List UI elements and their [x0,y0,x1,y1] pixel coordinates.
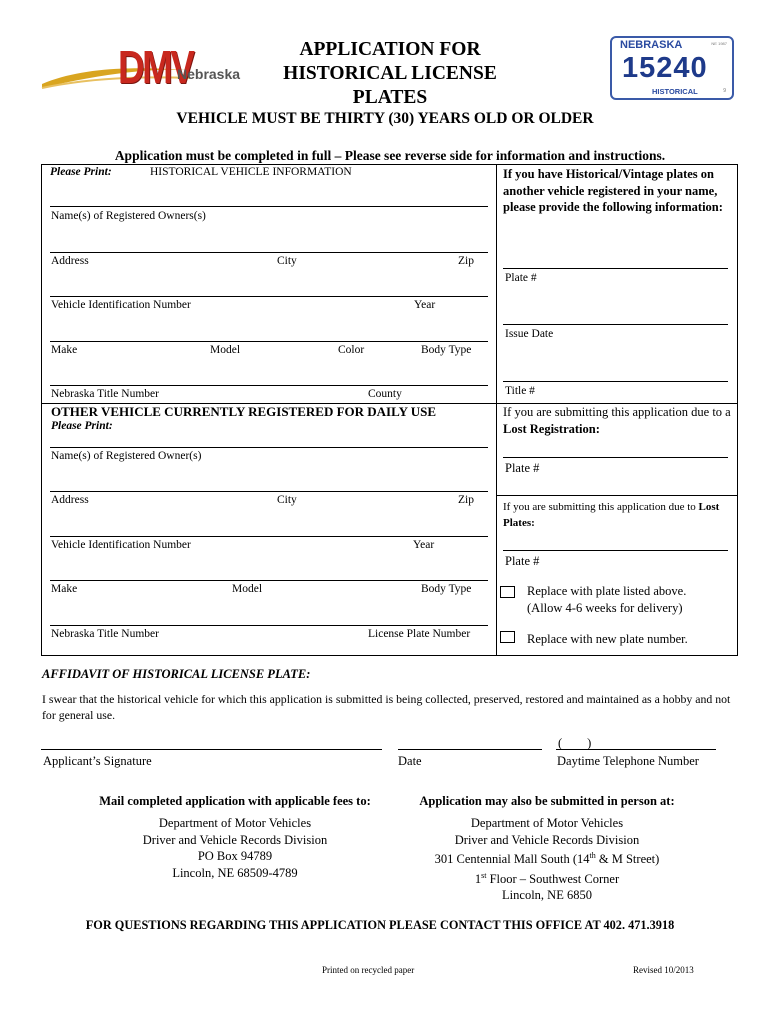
dmv-logo [40,38,265,100]
dmv-logo-state: Nebraska [177,66,241,82]
title-line-1: APPLICATION FOR [299,39,481,60]
dmv-logo-text: DMV [118,41,193,93]
owners-input-line[interactable] [50,206,488,207]
other-vin-label: Vehicle Identification Number [51,539,191,551]
plate-tiny-top: NE 1987 [711,41,727,46]
replace-listed-line-2: (Allow 4-6 weeks for delivery) [527,600,683,615]
person-line-4a: 1 [474,871,482,886]
color-label: Color [338,344,365,356]
issue-date-input-line[interactable] [503,324,728,325]
age-notice: VEHICLE MUST BE THIRTY (30) YEARS OLD OR OLDER [176,110,594,127]
lost-plates-text [503,500,733,531]
replace-new-label: Replace with new plate number. [527,632,688,646]
person-line-4 [386,868,708,888]
person-line-3 [386,848,708,868]
lost-plates-plate-label: Plate # [505,554,540,568]
other-owners-label: Name(s) of Registered Owner(s) [51,450,202,462]
lost-plates-plate-input-line[interactable] [503,550,728,551]
please-print-label: Please Print: [50,166,112,178]
title-num-input-line[interactable] [503,381,728,382]
mail-line-1: Department of Motor Vehicles [158,816,312,830]
other-vin-input-line[interactable] [50,536,488,537]
make-label: Make [51,344,78,356]
lost-registration-prefix: If you are submitting this application due to a [503,405,731,419]
other-title-input-line[interactable] [50,625,488,626]
phone-line[interactable] [556,749,716,750]
mail-address-block [38,794,432,881]
address-label: Address [51,255,89,267]
zip-label: Zip [458,255,474,267]
title-num-label: Title # [505,385,535,397]
vintage-plates-instructions: If you have Historical/Vintage plates on another vehicle registered in your name, please provide the following information: [503,167,723,214]
person-line-4b: Floor – Southwest Corner [486,871,620,886]
right-divider-2 [496,495,738,496]
issue-date-label: Issue Date [505,328,554,340]
other-make-input-line[interactable] [50,580,488,581]
phone-label: Daytime Telephone Number [557,754,699,768]
person-line-1: Department of Motor Vehicles [470,816,624,830]
other-make-label: Make [51,583,78,595]
lost-reg-plate-input-line[interactable] [503,457,728,458]
applicant-signature-label: Applicant’s Signature [43,754,152,768]
page-title [255,38,525,110]
replace-listed-line-1: Replace with plate listed above. [527,584,687,598]
date-line[interactable] [398,749,542,750]
county-label: County [368,388,402,400]
person-line-3a: 301 Centennial Mall South (14 [434,852,590,867]
plate-number: 15240 [622,52,708,84]
other-section-title: OTHER VEHICLE CURRENTLY REGISTERED FOR DAILY USE [51,404,437,419]
person-line-5: Lincoln, NE 6850 [502,888,592,903]
vin-label: Vehicle Identification Number [51,299,191,311]
person-line-2: Driver and Vehicle Records Division [454,832,640,847]
person-line-4-sup: st [481,870,487,880]
address-input-line[interactable] [50,252,488,253]
title-number-label: Nebraska Title Number [51,388,159,400]
lost-plates-bold: Lost Plates: [503,501,720,529]
title-line-2: HISTORICAL LICENSE PLATES [283,63,497,108]
plate-state: NEBRASKA [620,39,683,51]
title-input-line[interactable] [50,385,488,386]
person-heading: Application may also be submitted in person at: [419,794,675,808]
other-title-number-label: Nebraska Title Number [51,628,159,640]
city-label: City [277,255,297,267]
date-label: Date [398,754,422,768]
revision-date: Revised 10/2013 [633,965,694,975]
replace-listed-label [527,583,686,616]
make-input-line[interactable] [50,341,488,342]
mail-line-4: Lincoln, NE 68509-4789 [172,865,298,880]
recycled-paper-note: Printed on recycled paper [322,965,415,975]
mail-heading: Mail completed application with applicable fees to: [99,794,371,808]
plate-tiny-bottom: 9 [723,88,726,94]
lost-registration-text [503,404,733,437]
license-plate-image [610,36,734,100]
year-label: Year [414,299,436,311]
mail-line-3: PO Box 94789 [197,849,273,863]
phone-area-code: ( ) [558,736,592,750]
in-person-address-block [386,794,708,904]
affidavit-text: I swear that the historical vehicle for which this application is submitted is being collected, preserved, restored and maintained as a hobby and not for general use. [42,692,731,722]
applicant-signature-line[interactable] [41,749,382,750]
body-type-label: Body Type [421,344,472,356]
column-divider [496,164,497,656]
mail-line-2: Driver and Vehicle Records Division [142,832,328,847]
lost-reg-plate-label: Plate # [505,461,540,475]
other-body-type-label: Body Type [421,583,472,595]
other-model-label: Model [232,583,263,595]
other-owners-input-line[interactable] [50,447,488,448]
other-plate-number-label: License Plate Number [368,628,471,640]
other-city-label: City [277,494,297,506]
vintage-plate-input-line[interactable] [503,268,728,269]
owners-label: Name(s) of Registered Owners(s) [51,210,206,222]
other-zip-label: Zip [458,494,474,506]
lost-plates-prefix: If you are submitting this application due to [503,501,699,513]
contact-notice: FOR QUESTIONS REGARDING THIS APPLICATION PLEASE CONTACT THIS OFFICE AT 402. 471.3918 [85,918,675,932]
model-label: Model [210,344,241,356]
other-address-input-line[interactable] [50,491,488,492]
other-please-print-label: Please Print: [51,420,113,432]
lost-registration-bold: Lost Registration: [503,421,600,436]
vin-input-line[interactable] [50,296,488,297]
person-line-3b: & M Street) [595,852,660,867]
vintage-plate-label: Plate # [505,272,537,284]
replace-listed-checkbox[interactable] [500,586,515,598]
plate-type: HISTORICAL [652,87,698,96]
replace-new-checkbox[interactable] [500,631,515,643]
other-address-label: Address [51,494,89,506]
affidavit-title: AFFIDAVIT OF HISTORICAL LICENSE PLATE: [42,667,311,681]
other-year-label: Year [413,539,435,551]
instructions-text: Application must be completed in full – Please see reverse side for information and instructions. [114,148,666,163]
historical-section-title: HISTORICAL VEHICLE INFORMATION [150,166,352,178]
person-line-3-sup: th [589,851,596,860]
